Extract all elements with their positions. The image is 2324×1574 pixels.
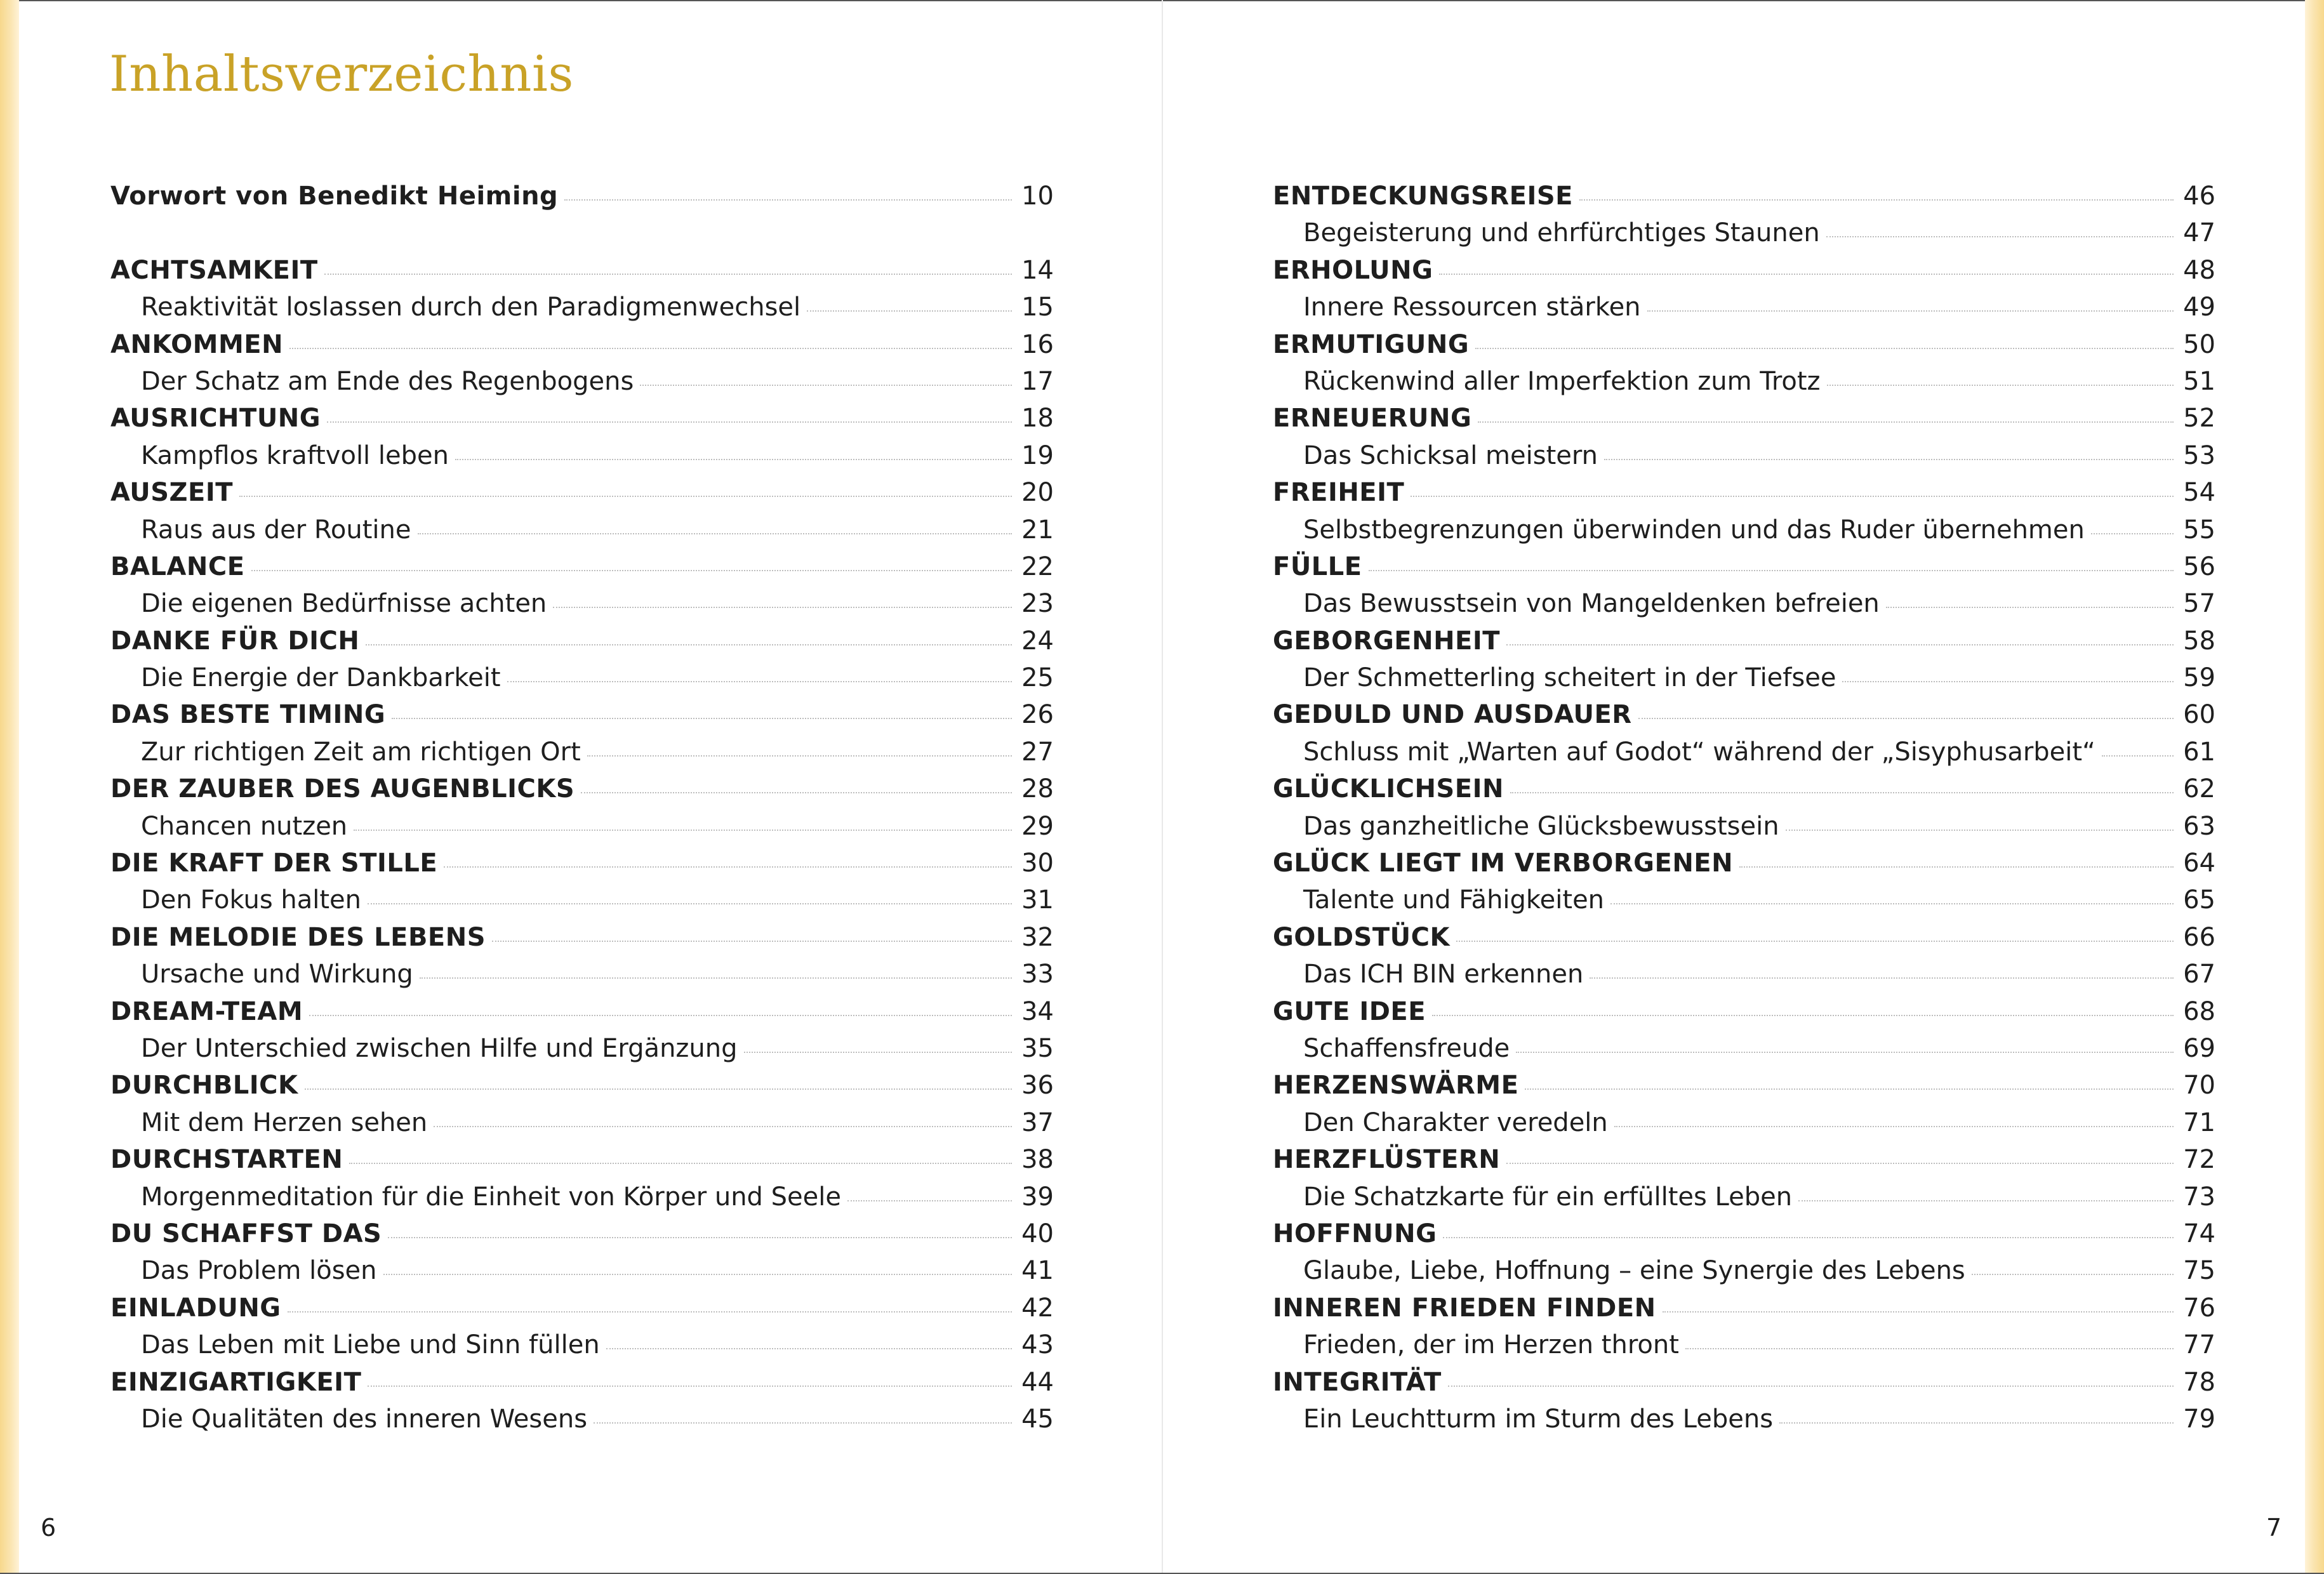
dot-leader bbox=[606, 1348, 1012, 1349]
toc-entry-page: 20 bbox=[1021, 478, 1054, 508]
toc-chapter-entry[interactable] bbox=[110, 1141, 1054, 1178]
toc-entry-page: 74 bbox=[2183, 1219, 2215, 1248]
toc-entry-label: GUTE IDEE bbox=[1273, 996, 1426, 1026]
dot-leader bbox=[2091, 533, 2174, 534]
toc-entry-page: 66 bbox=[2183, 922, 2215, 952]
dot-leader bbox=[289, 348, 1012, 349]
dot-leader bbox=[1739, 866, 2174, 868]
toc-entry-label: Ursache und Wirkung bbox=[141, 960, 413, 989]
dot-leader bbox=[1663, 1311, 2174, 1313]
toc-entry-page: 23 bbox=[1021, 589, 1054, 619]
dot-leader bbox=[581, 792, 1012, 793]
dot-leader bbox=[1478, 421, 2174, 423]
toc-entry-label: GOLDSTÜCK bbox=[1273, 922, 1450, 952]
toc-subtitle-entry[interactable] bbox=[1273, 1030, 2215, 1067]
toc-entry-page: 67 bbox=[2183, 960, 2215, 989]
toc-entry-page: 33 bbox=[1021, 960, 1054, 989]
toc-entry-label: DIE KRAFT DER STILLE bbox=[110, 849, 438, 878]
toc-subtitle-entry[interactable] bbox=[1273, 1104, 2215, 1141]
dot-leader bbox=[305, 1088, 1012, 1090]
toc-subtitle-entry[interactable] bbox=[1273, 289, 2215, 326]
toc-subtitle-entry[interactable] bbox=[1273, 956, 2215, 993]
toc-entry-label: Das ganzheitliche Glücksbewusstsein bbox=[1303, 811, 1779, 841]
dot-leader bbox=[1506, 1163, 2174, 1164]
toc-entry-label: ENTDECKUNGSREISE bbox=[1273, 182, 1573, 211]
toc-entry-label: GLÜCK LIEGT IM VERBORGENEN bbox=[1273, 849, 1734, 878]
dot-leader bbox=[1638, 718, 2174, 719]
toc-entry-label: HOFFNUNG bbox=[1273, 1219, 1437, 1248]
dot-leader bbox=[847, 1200, 1012, 1201]
toc-entry-label: ERMUTIGUNG bbox=[1273, 329, 1470, 359]
dot-leader bbox=[309, 1015, 1012, 1016]
dot-leader bbox=[1826, 236, 2174, 237]
toc-chapter-entry[interactable] bbox=[110, 845, 1054, 882]
dot-leader bbox=[392, 718, 1012, 719]
toc-entry-page: 10 bbox=[1021, 182, 1054, 211]
toc-entry-page: 53 bbox=[2183, 440, 2215, 470]
toc-chapter-entry[interactable] bbox=[1273, 326, 2215, 363]
dot-leader bbox=[1604, 459, 2174, 460]
toc-entry-page: 54 bbox=[2183, 478, 2215, 508]
toc-entry-label: DAS BESTE TIMING bbox=[110, 700, 386, 730]
toc-entry-page: 71 bbox=[2183, 1108, 2215, 1137]
toc-entry-page: 30 bbox=[1021, 849, 1054, 878]
toc-subtitle-entry[interactable] bbox=[110, 437, 1054, 474]
toc-entry-label: ERHOLUNG bbox=[1273, 255, 1433, 285]
toc-subtitle-entry[interactable] bbox=[1273, 1401, 2215, 1438]
toc-entry-label: Der Unterschied zwischen Hilfe und Ergänzung bbox=[141, 1033, 738, 1063]
toc-entry-page: 52 bbox=[2183, 404, 2215, 433]
toc-entry-label: GEDULD UND AUSDAUER bbox=[1273, 700, 1632, 730]
dot-leader bbox=[1779, 1422, 2174, 1424]
toc-entry-page: 31 bbox=[1021, 885, 1054, 915]
dot-leader bbox=[553, 607, 1012, 608]
toc-entry-page: 32 bbox=[1021, 922, 1054, 952]
toc-right-column bbox=[1273, 178, 2215, 1438]
toc-entry-label: Rückenwind aller Imperfektion zum Trotz bbox=[1303, 366, 1821, 396]
toc-entry-page: 26 bbox=[1021, 700, 1054, 730]
left-page-edge bbox=[0, 0, 19, 1574]
right-page-edge bbox=[2305, 0, 2324, 1574]
toc-entry-label: Ein Leuchtturm im Sturm des Lebens bbox=[1303, 1404, 1774, 1434]
toc-subtitle-entry[interactable] bbox=[110, 512, 1054, 548]
dot-leader bbox=[354, 830, 1012, 831]
toc-entry-label: EINLADUNG bbox=[110, 1293, 281, 1323]
toc-foreword[interactable] bbox=[110, 178, 1054, 215]
toc-entry-page: 18 bbox=[1021, 404, 1054, 433]
toc-entry-page: 62 bbox=[2183, 774, 2215, 804]
toc-entry-page: 58 bbox=[2183, 626, 2215, 656]
toc-entry-label: Vorwort von Benedikt Heiming bbox=[110, 182, 559, 211]
toc-entry-page: 55 bbox=[2183, 515, 2215, 545]
toc-subtitle-entry[interactable] bbox=[1273, 1326, 2215, 1363]
toc-subtitle-entry[interactable] bbox=[110, 956, 1054, 993]
dot-leader bbox=[349, 1163, 1012, 1164]
toc-entry-page: 22 bbox=[1021, 552, 1054, 581]
page-fold bbox=[1162, 0, 1163, 1574]
toc-entry-page: 79 bbox=[2183, 1404, 2215, 1434]
toc-entry-page: 17 bbox=[1021, 366, 1054, 396]
dot-leader bbox=[288, 1311, 1012, 1313]
dot-leader bbox=[1439, 274, 2174, 275]
toc-entry-page: 43 bbox=[1021, 1330, 1054, 1360]
toc-entry-label: EINZIGARTIGKEIT bbox=[110, 1367, 362, 1397]
toc-chapter-entry[interactable] bbox=[1273, 548, 2215, 585]
dot-leader bbox=[1685, 1348, 2174, 1349]
toc-subtitle-entry[interactable] bbox=[1273, 585, 2215, 622]
toc-entry-label: Glaube, Liebe, Hoffnung – eine Synergie des Lebens bbox=[1303, 1256, 1965, 1286]
dot-leader bbox=[564, 199, 1012, 201]
toc-subtitle-entry[interactable] bbox=[110, 1252, 1054, 1289]
toc-entry-label: BALANCE bbox=[110, 552, 245, 581]
toc-entry-page: 16 bbox=[1021, 329, 1054, 359]
dot-leader bbox=[1510, 792, 2174, 793]
dot-leader bbox=[388, 1237, 1012, 1238]
dot-leader bbox=[587, 755, 1012, 757]
toc-entry-label: Raus aus der Routine bbox=[141, 515, 411, 545]
toc-entry-label: ERNEUERUNG bbox=[1273, 404, 1472, 433]
dot-leader bbox=[640, 385, 1012, 386]
toc-subtitle-entry[interactable] bbox=[1273, 808, 2215, 845]
toc-entry-page: 61 bbox=[2183, 737, 2215, 767]
dot-leader bbox=[1798, 1200, 2174, 1201]
toc-entry-page: 60 bbox=[2183, 700, 2215, 730]
dot-leader bbox=[383, 1274, 1012, 1275]
toc-subtitle-entry[interactable] bbox=[110, 585, 1054, 622]
dot-leader bbox=[1516, 1052, 2174, 1053]
toc-entry-page: 50 bbox=[2183, 329, 2215, 359]
dot-leader bbox=[1475, 348, 2174, 349]
toc-entry-label: Schaffensfreude bbox=[1303, 1033, 1510, 1063]
dot-leader bbox=[1448, 1386, 2174, 1387]
toc-entry-page: 42 bbox=[1021, 1293, 1054, 1323]
toc-chapter-entry[interactable] bbox=[110, 1290, 1054, 1326]
toc-entry-page: 69 bbox=[2183, 1033, 2215, 1063]
toc-subtitle-entry[interactable] bbox=[110, 882, 1054, 918]
toc-entry-label: GLÜCKLICHSEIN bbox=[1273, 774, 1504, 804]
toc-entry-page: 44 bbox=[1021, 1367, 1054, 1397]
toc-entry-page: 64 bbox=[2183, 849, 2215, 878]
toc-entry-label: DANKE FÜR DICH bbox=[110, 626, 360, 656]
toc-chapter-entry[interactable] bbox=[110, 548, 1054, 585]
dot-leader bbox=[1506, 644, 2174, 645]
toc-entry-page: 46 bbox=[2183, 182, 2215, 211]
toc-entry-page: 73 bbox=[2183, 1182, 2215, 1212]
toc-subtitle-entry[interactable] bbox=[110, 363, 1054, 400]
toc-entry-label: Kampflos kraftvoll leben bbox=[141, 440, 449, 470]
toc-entry-label: HERZFLÜSTERN bbox=[1273, 1145, 1501, 1175]
toc-chapter-entry[interactable] bbox=[110, 919, 1054, 956]
toc-entry-label: INTEGRITÄT bbox=[1273, 1367, 1442, 1397]
toc-entry-label: DU SCHAFFST DAS bbox=[110, 1219, 382, 1248]
toc-entry-label: Morgenmeditation für die Einheit von Körper und Seele bbox=[141, 1182, 841, 1212]
toc-chapter-entry[interactable] bbox=[1273, 696, 2215, 733]
toc-entry-label: Die Qualitäten des inneren Wesens bbox=[141, 1404, 588, 1434]
dot-leader bbox=[1972, 1274, 2174, 1275]
toc-chapter-entry[interactable] bbox=[1273, 400, 2215, 437]
toc-entry-page: 59 bbox=[2183, 663, 2215, 693]
dot-leader bbox=[1369, 570, 2174, 571]
dot-leader bbox=[444, 866, 1012, 868]
dot-leader bbox=[1610, 903, 2174, 904]
toc-entry-label: DURCHSTARTEN bbox=[110, 1145, 343, 1175]
dot-leader bbox=[1432, 1015, 2174, 1016]
dot-leader bbox=[1614, 1126, 2174, 1127]
toc-entry-label: FREIHEIT bbox=[1273, 478, 1405, 508]
toc-subtitle-entry[interactable] bbox=[1273, 882, 2215, 918]
dot-leader bbox=[1411, 496, 2174, 497]
toc-entry-label: AUSZEIT bbox=[110, 478, 234, 508]
toc-entry-page: 76 bbox=[2183, 1293, 2215, 1323]
toc-entry-page: 40 bbox=[1021, 1219, 1054, 1248]
toc-entry-label: Die Energie der Dankbarkeit bbox=[141, 663, 501, 693]
dot-leader bbox=[2102, 755, 2174, 757]
dot-leader bbox=[1886, 607, 2174, 608]
toc-chapter-entry[interactable] bbox=[110, 623, 1054, 659]
toc-left-column bbox=[110, 178, 1054, 1438]
toc-entry-label: ACHTSAMKEIT bbox=[110, 255, 318, 285]
toc-chapter-entry[interactable] bbox=[1273, 1141, 2215, 1178]
toc-subtitle-entry[interactable] bbox=[1273, 512, 2215, 548]
toc-entry-label: Das Leben mit Liebe und Sinn füllen bbox=[141, 1330, 600, 1360]
toc-entry-page: 47 bbox=[2183, 218, 2215, 248]
toc-subtitle-entry[interactable] bbox=[1273, 437, 2215, 474]
toc-entry-page: 57 bbox=[2183, 589, 2215, 619]
dot-leader bbox=[1456, 941, 2174, 942]
dot-leader bbox=[1590, 977, 2174, 979]
toc-entry-label: Die Schatzkarte für ein erfülltes Leben bbox=[1303, 1182, 1793, 1212]
spacer bbox=[110, 215, 1054, 251]
toc-subtitle-entry[interactable] bbox=[1273, 215, 2215, 251]
dot-leader bbox=[744, 1052, 1012, 1053]
toc-subtitle-entry[interactable] bbox=[110, 1030, 1054, 1067]
toc-entry-page: 70 bbox=[2183, 1071, 2215, 1101]
dot-leader bbox=[1579, 199, 2174, 201]
toc-entry-label: Selbstbegrenzungen überwinden und das Ruder übernehmen bbox=[1303, 515, 2085, 545]
toc-chapter-entry[interactable] bbox=[110, 770, 1054, 807]
toc-entry-page: 36 bbox=[1021, 1071, 1054, 1101]
toc-entry-label: Das Problem lösen bbox=[141, 1256, 377, 1286]
toc-subtitle-entry[interactable] bbox=[110, 1179, 1054, 1215]
toc-entry-label: Der Schmetterling scheitert in der Tiefsee bbox=[1303, 663, 1836, 693]
toc-chapter-entry[interactable] bbox=[110, 474, 1054, 511]
toc-entry-page: 37 bbox=[1021, 1108, 1054, 1137]
dot-leader bbox=[251, 570, 1012, 571]
toc-entry-page: 63 bbox=[2183, 811, 2215, 841]
toc-chapter-entry[interactable] bbox=[1273, 993, 2215, 1030]
toc-subtitle-entry[interactable] bbox=[110, 734, 1054, 770]
toc-entry-page: 24 bbox=[1021, 626, 1054, 656]
toc-chapter-entry[interactable] bbox=[1273, 1215, 2215, 1252]
toc-entry-label: FÜLLE bbox=[1273, 552, 1362, 581]
toc-subtitle-entry[interactable] bbox=[110, 1326, 1054, 1363]
toc-entry-label: Der Schatz am Ende des Regenbogens bbox=[141, 366, 634, 396]
toc-entry-label: Mit dem Herzen sehen bbox=[141, 1108, 428, 1137]
toc-entry-page: 78 bbox=[2183, 1367, 2215, 1397]
toc-chapter-entry[interactable] bbox=[110, 1364, 1054, 1401]
toc-entry-label: Den Fokus halten bbox=[141, 885, 361, 915]
toc-entry-label: Das ICH BIN erkennen bbox=[1303, 960, 1584, 989]
toc-entry-page: 41 bbox=[1021, 1256, 1054, 1286]
toc-chapter-entry[interactable] bbox=[110, 1215, 1054, 1252]
dot-leader bbox=[324, 274, 1012, 275]
toc-entry-label: AUSRICHTUNG bbox=[110, 404, 321, 433]
toc-entry-page: 56 bbox=[2183, 552, 2215, 581]
toc-entry-page: 25 bbox=[1021, 663, 1054, 693]
toc-entry-label: Die eigenen Bedürfnisse achten bbox=[141, 589, 547, 619]
toc-entry-label: Den Charakter veredeln bbox=[1303, 1108, 1608, 1137]
dot-leader bbox=[507, 681, 1012, 682]
dot-leader bbox=[807, 310, 1012, 312]
toc-subtitle-entry[interactable] bbox=[1273, 1252, 2215, 1289]
toc-entry-page: 75 bbox=[2183, 1256, 2215, 1286]
toc-entry-page: 65 bbox=[2183, 885, 2215, 915]
toc-entry-label: Das Schicksal meistern bbox=[1303, 440, 1598, 470]
toc-entry-page: 72 bbox=[2183, 1145, 2215, 1175]
toc-chapter-entry[interactable] bbox=[1273, 845, 2215, 882]
toc-chapter-entry[interactable] bbox=[1273, 252, 2215, 289]
toc-chapter-entry[interactable] bbox=[110, 326, 1054, 363]
toc-chapter-entry[interactable] bbox=[110, 993, 1054, 1030]
toc-subtitle-entry[interactable] bbox=[110, 659, 1054, 696]
dot-leader bbox=[434, 1126, 1012, 1127]
toc-chapter-entry[interactable] bbox=[1273, 178, 2215, 215]
toc-entry-label: GEBORGENHEIT bbox=[1273, 626, 1501, 656]
toc-entry-page: 45 bbox=[1021, 1404, 1054, 1434]
toc-entry-label: Reaktivität loslassen durch den Paradigmenwechsel bbox=[141, 293, 801, 322]
toc-chapter-entry[interactable] bbox=[110, 1067, 1054, 1104]
dot-leader bbox=[1525, 1088, 2174, 1090]
dot-leader bbox=[327, 421, 1012, 423]
toc-entry-page: 19 bbox=[1021, 440, 1054, 470]
toc-entry-page: 49 bbox=[2183, 293, 2215, 322]
toc-entry-label: Das Bewusstsein von Mangeldenken befreien bbox=[1303, 589, 1880, 619]
dot-leader bbox=[1827, 385, 2174, 386]
toc-entry-page: 27 bbox=[1021, 737, 1054, 767]
dot-leader bbox=[1786, 830, 2174, 831]
toc-entry-page: 21 bbox=[1021, 515, 1054, 545]
dot-leader bbox=[366, 644, 1012, 645]
dot-leader bbox=[368, 903, 1012, 904]
toc-subtitle-entry[interactable] bbox=[110, 1401, 1054, 1438]
toc-entry-page: 14 bbox=[1021, 255, 1054, 285]
toc-subtitle-entry[interactable] bbox=[1273, 1179, 2215, 1215]
page-title: Inhaltsverzeichnis bbox=[109, 46, 574, 103]
toc-entry-page: 15 bbox=[1021, 293, 1054, 322]
toc-entry-label: DIE MELODIE DES LEBENS bbox=[110, 922, 486, 952]
dot-leader bbox=[368, 1386, 1012, 1387]
toc-entry-page: 38 bbox=[1021, 1145, 1054, 1175]
dot-leader bbox=[455, 459, 1012, 460]
toc-entry-label: ANKOMMEN bbox=[110, 329, 284, 359]
toc-right-list bbox=[1273, 178, 2215, 1438]
page-number-right: 7 bbox=[2266, 1514, 2282, 1542]
dot-leader bbox=[418, 533, 1013, 534]
toc-entry-label: DER ZAUBER DES AUGENBLICKS bbox=[110, 774, 575, 804]
toc-entry-label: Zur richtigen Zeit am richtigen Ort bbox=[141, 737, 581, 767]
toc-chapter-entry[interactable] bbox=[1273, 474, 2215, 511]
dot-leader bbox=[1443, 1237, 2174, 1238]
toc-entry-page: 29 bbox=[1021, 811, 1054, 841]
toc-entry-label: DURCHBLICK bbox=[110, 1071, 298, 1101]
toc-subtitle-entry[interactable] bbox=[110, 1104, 1054, 1141]
dot-leader bbox=[420, 977, 1012, 979]
toc-subtitle-entry[interactable] bbox=[110, 808, 1054, 845]
toc-subtitle-entry[interactable] bbox=[1273, 659, 2215, 696]
toc-chapter-entry[interactable] bbox=[1273, 770, 2215, 807]
toc-chapter-entry[interactable] bbox=[1273, 919, 2215, 956]
dot-leader bbox=[594, 1422, 1012, 1424]
toc-chapter-entry[interactable] bbox=[1273, 623, 2215, 659]
toc-entry-label: Schluss mit „Warten auf Godot“ während der „Sisyphusarbeit“ bbox=[1303, 737, 2095, 767]
toc-entry-label: Chancen nutzen bbox=[141, 811, 348, 841]
toc-entry-page: 77 bbox=[2183, 1330, 2215, 1360]
toc-entry-label: HERZENSWÄRME bbox=[1273, 1071, 1519, 1101]
toc-chapter-entry[interactable] bbox=[110, 696, 1054, 733]
toc-chapter-entry[interactable] bbox=[110, 400, 1054, 437]
dot-leader bbox=[492, 941, 1012, 942]
toc-entry-label: INNEREN FRIEDEN FINDEN bbox=[1273, 1293, 1656, 1323]
dot-leader bbox=[239, 496, 1012, 497]
toc-entry-page: 68 bbox=[2183, 996, 2215, 1026]
toc-entry-label: DREAM-TEAM bbox=[110, 996, 303, 1026]
toc-subtitle-entry[interactable] bbox=[1273, 363, 2215, 400]
toc-entry-page: 28 bbox=[1021, 774, 1054, 804]
toc-entry-page: 39 bbox=[1021, 1182, 1054, 1212]
toc-chapter-entry[interactable] bbox=[1273, 1364, 2215, 1401]
toc-entry-label: Talente und Fähigkeiten bbox=[1303, 885, 1605, 915]
toc-entry-label: Frieden, der im Herzen thront bbox=[1303, 1330, 1679, 1360]
toc-chapter-entry[interactable] bbox=[1273, 1290, 2215, 1326]
toc-chapter-entry[interactable] bbox=[110, 252, 1054, 289]
toc-left-list bbox=[110, 252, 1054, 1438]
toc-entry-page: 48 bbox=[2183, 255, 2215, 285]
toc-entry-page: 34 bbox=[1021, 996, 1054, 1026]
toc-entry-label: Begeisterung und ehrfürchtiges Staunen bbox=[1303, 218, 1820, 248]
page-number-left: 6 bbox=[41, 1514, 56, 1542]
toc-entry-page: 51 bbox=[2183, 366, 2215, 396]
toc-entry-page: 35 bbox=[1021, 1033, 1054, 1063]
toc-entry-label: Innere Ressourcen stärken bbox=[1303, 293, 1641, 322]
toc-chapter-entry[interactable] bbox=[1273, 1067, 2215, 1104]
toc-subtitle-entry[interactable] bbox=[110, 289, 1054, 326]
toc-subtitle-entry[interactable] bbox=[1273, 734, 2215, 770]
dot-leader bbox=[1842, 681, 2174, 682]
dot-leader bbox=[1647, 310, 2174, 312]
